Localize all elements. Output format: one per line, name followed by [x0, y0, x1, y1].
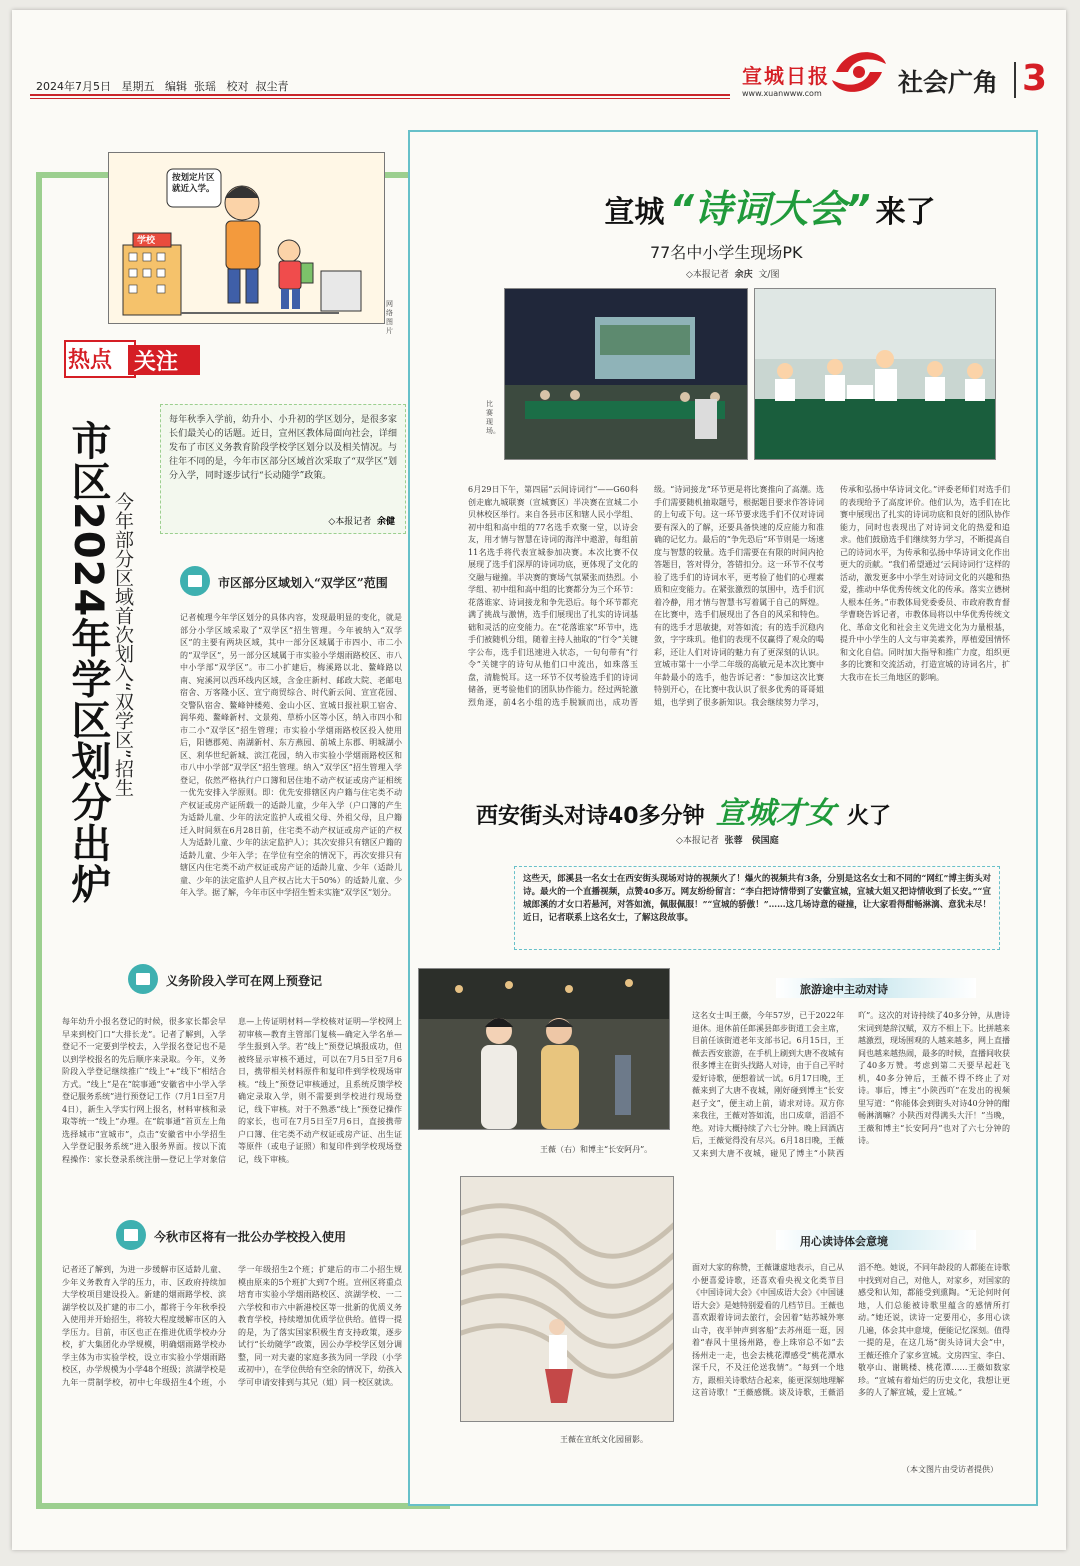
section3-heading: [116, 1220, 146, 1254]
section3-body: 记者还了解到，为进一步缓解市区适龄儿童、少年义务教育入学的压力，市、区政府持续加大学校项目建设投入。新建的烟雨路学校、滨湖学校以及扩建的市二小，都将于今年秋季投入使用并开始招生，将较大程度缓解市区的入学压力。目前，市区也正在推进优质学校办分校，扩大集团化办学规模，明确烟雨路学校办学主体为市实验学校，设立市实验小学烟雨路校区，办学规模为小学48个班级；滨湖学校是九年一贯制学校，初中七年级招生4个班，小学一年级招生2个班；扩建后的市二小招生规模由原来的5个班扩大到7个班。宣州区将重点培育市实验小学烟雨路校区、滨湖学校、一二六学校和市六中新港校区等一批新的优质义务教育学校，持续增加优质学位供给。值得一提的是，为了落实国家积极生育支持政策，逐步试行“长幼随学”政策，因公办学校学区划分调整，同一对夫妻的家庭多孩为同一学段（小学或初中），在学位供给有空余的情况下，幼孩入学可申请安排到与其兄（姐）同一校区就读。: [62, 1265, 402, 1387]
photo-source-note: （本文图片由受访者提供）: [902, 1465, 998, 1474]
header-rule-thin: [30, 98, 730, 99]
students-scene: [755, 289, 995, 459]
stage-scene: [505, 289, 747, 459]
header-rule: [30, 94, 730, 96]
competition-photo-right: [754, 288, 996, 460]
quote-box: [514, 866, 1000, 950]
page-header-info: 2024年7月5日 星期五 编辑 张瑶 校对 叔尘青: [36, 80, 289, 93]
main-headline: 市区2024年学区划分出炉: [65, 420, 111, 905]
section-b-title: 用心读诗体会意境: [800, 1235, 888, 1248]
sub-headline: 今年部分区域首次划入“双学区”招生: [112, 492, 134, 797]
issue-date: 2024年7月5日: [36, 80, 111, 93]
building-icon: [128, 964, 158, 994]
reporter-name: 余健: [376, 517, 395, 527]
paper-museum-scene: [461, 1177, 673, 1421]
section1-body: 记者梳理今年学区划分的具体内容，发现最明显的变化，就是部分小学区域采取了“双学区”招生管理。今年被纳入“双学区”的主要有两块区域，其中一部分区域属于市四小、市二小的“双学区”，另一部分区域属于市实验小学烟雨路校区、市八中小学部“双学区”。市二小扩建后，梅溪路以北、鳌峰路以南、宛溪河以西环线内区域，含金庄新村、邮政大院、老邮电宿舍、万客隆小区、宣宁商贸综合、时代新云间、宣宣花园、交警队宿舍、鳌峰钟楼苑、金山小区、宣城日报社职工宿舍、润华苑、鳌峰新村、文景苑、草桥小区等小区，纳入市四小和市二小“双学区”招生管理；市实验小学烟雨路校区投入使用后，阳德郡苑、南湖新村、东方燕园、前城上东郡、明城湖小区、利华世纪新城、滨江花园，纳入市实验小学烟雨路校区和市八中小学部“双学区”招生管理。纳入“双学区”招生管理入学登记，依然严格执行户口簿和居住地不动产权证或房产证相统一优先安排入学原则。即：优先安排辖区内户籍与住宅类不动产权证或房产证所载一的适龄儿童，少年入学（户口簿的产生为适龄儿童、少年的法定监护人或祖父母、外祖父母，且户籍迁入时间须在6月28日前，住宅类不动产权证或房产证的产权人为适龄儿童、少年的法定监护人）；其次安排只有辖区户籍的适龄儿童、少年入学；在学位有空余的情况下，再次安排只有辖区内住宅类不动产权证或房产证的适龄儿童、少年（适龄儿童、少年的法定监护人且产权占比大于50%）的适龄儿童、少年入学。据了解，今年市区中学招生暂未实施“双学区”划分。: [180, 613, 402, 897]
hot-tag-text: 热点: [68, 347, 113, 373]
paper-url: www.xuanwww.com: [742, 89, 822, 98]
section2-title: 义务阶段入学可在网上预登记: [166, 974, 323, 988]
intro-box: [160, 404, 406, 534]
story1-reporter: 余庆: [734, 270, 753, 280]
quote-text: 这些天，郎溪县一名女士在西安街头现场对诗的视频火了！爆火的视频共有3条，分别是这名女士和不同的“网红”博主街头对诗。最火的一个直播视频，点赞40多万。网友纷纷留言：“李白把诗情带到了安徽宣城，宣城大姐又把诗情收到了长安。”“宣城郎溪的才女口若悬河，对答如流，佩服佩服！”“宣城的骄傲！”……这几场诗意的碰撞，让大家看得酣畅淋漓、意犹未尽！近日，记者联系上这名女士，了解这段故事。: [523, 874, 991, 923]
competition-photo-left: [504, 288, 748, 460]
story1-byline: ◇本报记者 余庆 文/图: [686, 270, 780, 280]
cartoon-credit: 网络图片: [386, 300, 393, 335]
school-icon: [180, 566, 210, 596]
issue-weekday: 星期五: [121, 80, 155, 93]
story2-byline: ◇本报记者 张蓉 侯国庭: [676, 836, 779, 846]
intro-byline: ◇本报记者 余健: [328, 517, 395, 527]
intro-text: 每年秋季入学前，幼升小、小升初的学区划分，是很多家长们最关心的话题。近日，宣州区教体局面向社会，详细发布了市区义务教育阶段学校学区划分以及相关情况。与往年不同的是，今年市区部分区域首次采取了“双学区”划分入学，同时逐步试行“长动随学”政策。: [169, 415, 397, 481]
cartoon-school-sign: 学校: [137, 236, 156, 246]
editor-name: 张瑶: [194, 80, 216, 93]
story2-reporters: 张蓉 侯国庭: [724, 836, 779, 846]
story2-title: 西安街头对诗40多分钟 宣城才女 火了: [476, 796, 891, 831]
section-b-body: 面对大家的称赞，王薇谦虚地表示，自己从小便喜爱诗歌，还喜欢看央视文化类节目《中国诗词大会》《中国成语大会》《中国谜语大会》是她特别爱看的几档节目。王薇也喜欢跟着诗词去旅行，会因着“姑苏城外寒山寺，夜半钟声到客船”去苏州逛一逛，因着“春风十里扬州路，卷上珠帘总不如”去扬州走一走，也会去桃花潭感受“桃花潭水深千尺，不及汪伦送我情”。“每到一个地方，跟相关诗歌结合起来，能更深刻地理解这首诗歌！”王薇感慨。谈及诗歌，王薇滔滔不绝。她说，不同年龄段的人都能在诗歌中找到对自己，对他人，对家乡，对国家的感受和认知，都能受到熏陶。“无论何时何地，人们总能被诗歌里蕴含的感情所打动。”她还说，读诗一定要用心，多用心读几遍，体会其中意境，便能记忆深刻。值得一提的是，在这几场“街头诗词大会”中，王薇还推介了家乡宣城。文房四宝、李白、敬亭山、谢眺楼、桃花潭……王薇如数家珍。“宣城有着灿烂的历史文化，我想让更多的人了解宣城，爱上宣城。”: [692, 1263, 1010, 1397]
section2-body: 每年幼升小报名登记的时候，很多家长都会早早来到校门口“大排长龙”。记者了解到，入学登记不一定要到学校去，入学报名登记也不是以到学校报名的先后顺序来录取。今年，义务阶段入学登记继续推广“线上”+“线下”相结合方式。“线上”是在“皖事通”安徽省中小学入学登记服务系统”进行预登记工作（7月1日至7月4日），新生入学实行网上报名，材料审核和录取等统一“线上”办理。在“皖事通”首页左上角选择城市“宣城市”，点击“安徽省中小学招生入学登记服务系统”进入服务界面。按以下流程操作：家长登录系统注册—登记上学对象信息—上传证明材料—学校核对证明—学校网上初审核—教育主管部门复核—确定入学名单—学生报到入学。若“线上”预登记填报成功，但被终显示审核不通过，可以在7月5日至7月6日，携带相关材料原件和复印件到学校现场审核。“线上”预登记审核通过，且系统反馈学校确定录取入学，则不需要到学校进行现场登记，线下审核。对于不熟悉“线上”预登记操作的家长，也可在7月5日至7月6日，直接携带户口簿、住宅类不动产权证或房产证、出生证等原件（或电子证照）和复印件到学校现场登记，线下审核。: [62, 1017, 402, 1164]
section-a-title: 旅游途中主动对诗: [800, 983, 888, 996]
section-a-body: 这名女士叫王薇，今年57岁，已于2022年退休。退休前任郎溪县郎步街道工会主席，目前任该街道老年支部书记。6月15日，王薇去西安旅游，在手机上刷到大唐不夜城有很多博主在街头找路人对诗，由于自己平时爱好诗歌，便想着试一试。6月17日晚，王薇来到了大唐不夜城，刚好碰到博主“长安赵子文”，便主动上前，请求对诗。双方你来我往，王薇对答如流，出口成章，滔滔不绝。对诗大概持续了六七分钟。晚上回酒店后，王薇觉得没有尽兴。6月18日晚，王薇又来到大唐不夜城，碰见了博主“小陕西吖”。这次的对诗持续了40多分钟，从唐诗宋词到楚辞汉赋，双方不相上下。比拼越来越激烈，现场围观的人越来越多，网上直播间也越来越热闹，最多的时候，直播间收获了40多万赞。考虑到第二天要早起赶飞机，40多分钟后，王薇不得不终止了对诗。事后，博主“小陕西吖”在发出的视频里写道：“你能体会到街头对诗40分钟的酣畅淋漓嘛？小陕西对得满头大汗！”当晚，王薇和博主“长安阿丹”也对了六七分钟的诗。: [692, 1011, 1010, 1158]
section1-heading: [180, 566, 210, 600]
story1-body: 6月29日下午，第四届“云间诗词行”——G60科创走廊九城联赛（宣城赛区）半决赛在宣城二小贝林校区举行。来自各县市区和辖人民小学组、初中组和高中组的77名选手欢聚一堂，以诗会友，用才情与智慧在诗词的海洋中遨游，每组前11名选手将代表宣城参加决赛。本次比赛不仅展现了选手们深厚的诗词功底，更体现了文化的交融与碰撞。半决赛的赛场气氛紧张而热烈。小学组、初中组和高中组的比赛都分为三个环节：花落谁家、诗词接龙和争先恐后。每个环节都充满了挑战与激情，选手们展现出了扎实的诗词基础和灵活的应变能力。在“花落谁家”环节中，选手们被随机分组，随着主持人抽取的“行令”关键字公布，选手们迅速进入状态，一句句带有“行令”关键字的诗句从他们口中流出，如珠落玉盘，清脆悦耳。这一环节不仅考验选手们的诗词储备，更考验他们的团队协作能力。经过两轮激烈角逐，前4名小组的选手脱颖而出，成功晋级。“诗词接龙”环节更是将比赛推向了高潮。选手们需要随机抽取题号，根据题目要求作答诗词的上句或下句。这一环节要求选手们不仅对诗词要有深入的了解，还要具备快速的反应能力和准确的记忆力。最后的“争先恐后”环节则是一场速度与智慧的较量。选手们需要在有限的时间内抢答题目，答对得分，答错扣分。这一环节不仅考验了选手们的诗词水平，更考验了他们的心理素质和应变能力。在紧张激烈的氛围中，选手们沉着冷静，用才情与智慧书写着属于自己的辉煌。在比赛中，选手们展现出了各自的风采和特色。有的选手才思敏捷，对答如流；有的选手沉稳内敛，字字珠玑。他们的表现不仅赢得了观众的喝彩，还让人们对诗词的魅力有了更深刻的认识。宣城市第十一小学二年级的高敏元是本次比赛中年龄最小的选手，他告诉记者：“参加这次比赛特别开心，在比赛中我认识了很多优秀的哥哥姐姐，也学到了很多新知识。我会继续努力学习，传承和弘扬中华诗词文化。”评委老师们对选手们的表现给予了高度评价。他们认为，选手们在比赛中展现出了扎实的诗词功底和良好的团队协作能力，同时也表现出了对诗词文化的热爱和追求。他们鼓励选手们继续努力学习，不断提高自己的诗词水平，为传承和弘扬中华诗词文化作出更大的贡献。“我们希望通过‘云间诗词行’这样的活动，激发更多中小学生对诗词文化的兴趣和热爱，推动中华优秀传统文化的传承。落实立德树人根本任务。”市教体局党委委员、市政府教育督学曹晓告诉记者，市教体局将以中华优秀传统文化、革命文化和社会主义先进文化为力量根基，提升中小学生的人文与审美素养，厚植爱国情怀和文化自信。同时加大指导和推广力度，组织更多的比赛和交流活动，打造宣城的诗词名片，扩大我市在长三角地区的影响。: [468, 485, 1010, 707]
photo3-caption: 王薇在宣纸文化园留影。: [560, 1435, 648, 1444]
photo1-caption: 比赛现场。: [486, 400, 500, 435]
page-number: 3: [1022, 58, 1048, 99]
school-building-icon: [116, 1220, 146, 1250]
story1-title: 宣城 “诗词大会” 来了: [604, 187, 936, 231]
street-scene: [419, 969, 669, 1129]
section1-title: 市区部分区域划入“双学区”范围: [218, 576, 388, 590]
paper-logo: 宣城日报 www.xuanwww.com: [742, 64, 830, 98]
section3-title: 今秋市区将有一批公办学校投入使用: [154, 1230, 347, 1244]
photo2-caption: 王薇（右）和博主“长安阿丹”。: [540, 1145, 653, 1154]
proofreader-name: 叔尘青: [255, 80, 289, 93]
story1-subtitle: 77名中小学生现场PK: [650, 243, 803, 262]
cartoon-speech-bubble: 按划定片区就近入学。: [172, 173, 215, 194]
paper-logo-icon: [826, 42, 892, 102]
section-divider: [1014, 62, 1016, 98]
focus-tag-text: 关注: [134, 349, 179, 375]
section2-heading: [128, 964, 158, 998]
cartoon-illustration: [108, 152, 385, 324]
photo-wangwei-blogger: [418, 968, 670, 1130]
section-title: 社会广角: [898, 68, 999, 97]
photo-wangwei-xuanzhi: [460, 1176, 674, 1422]
